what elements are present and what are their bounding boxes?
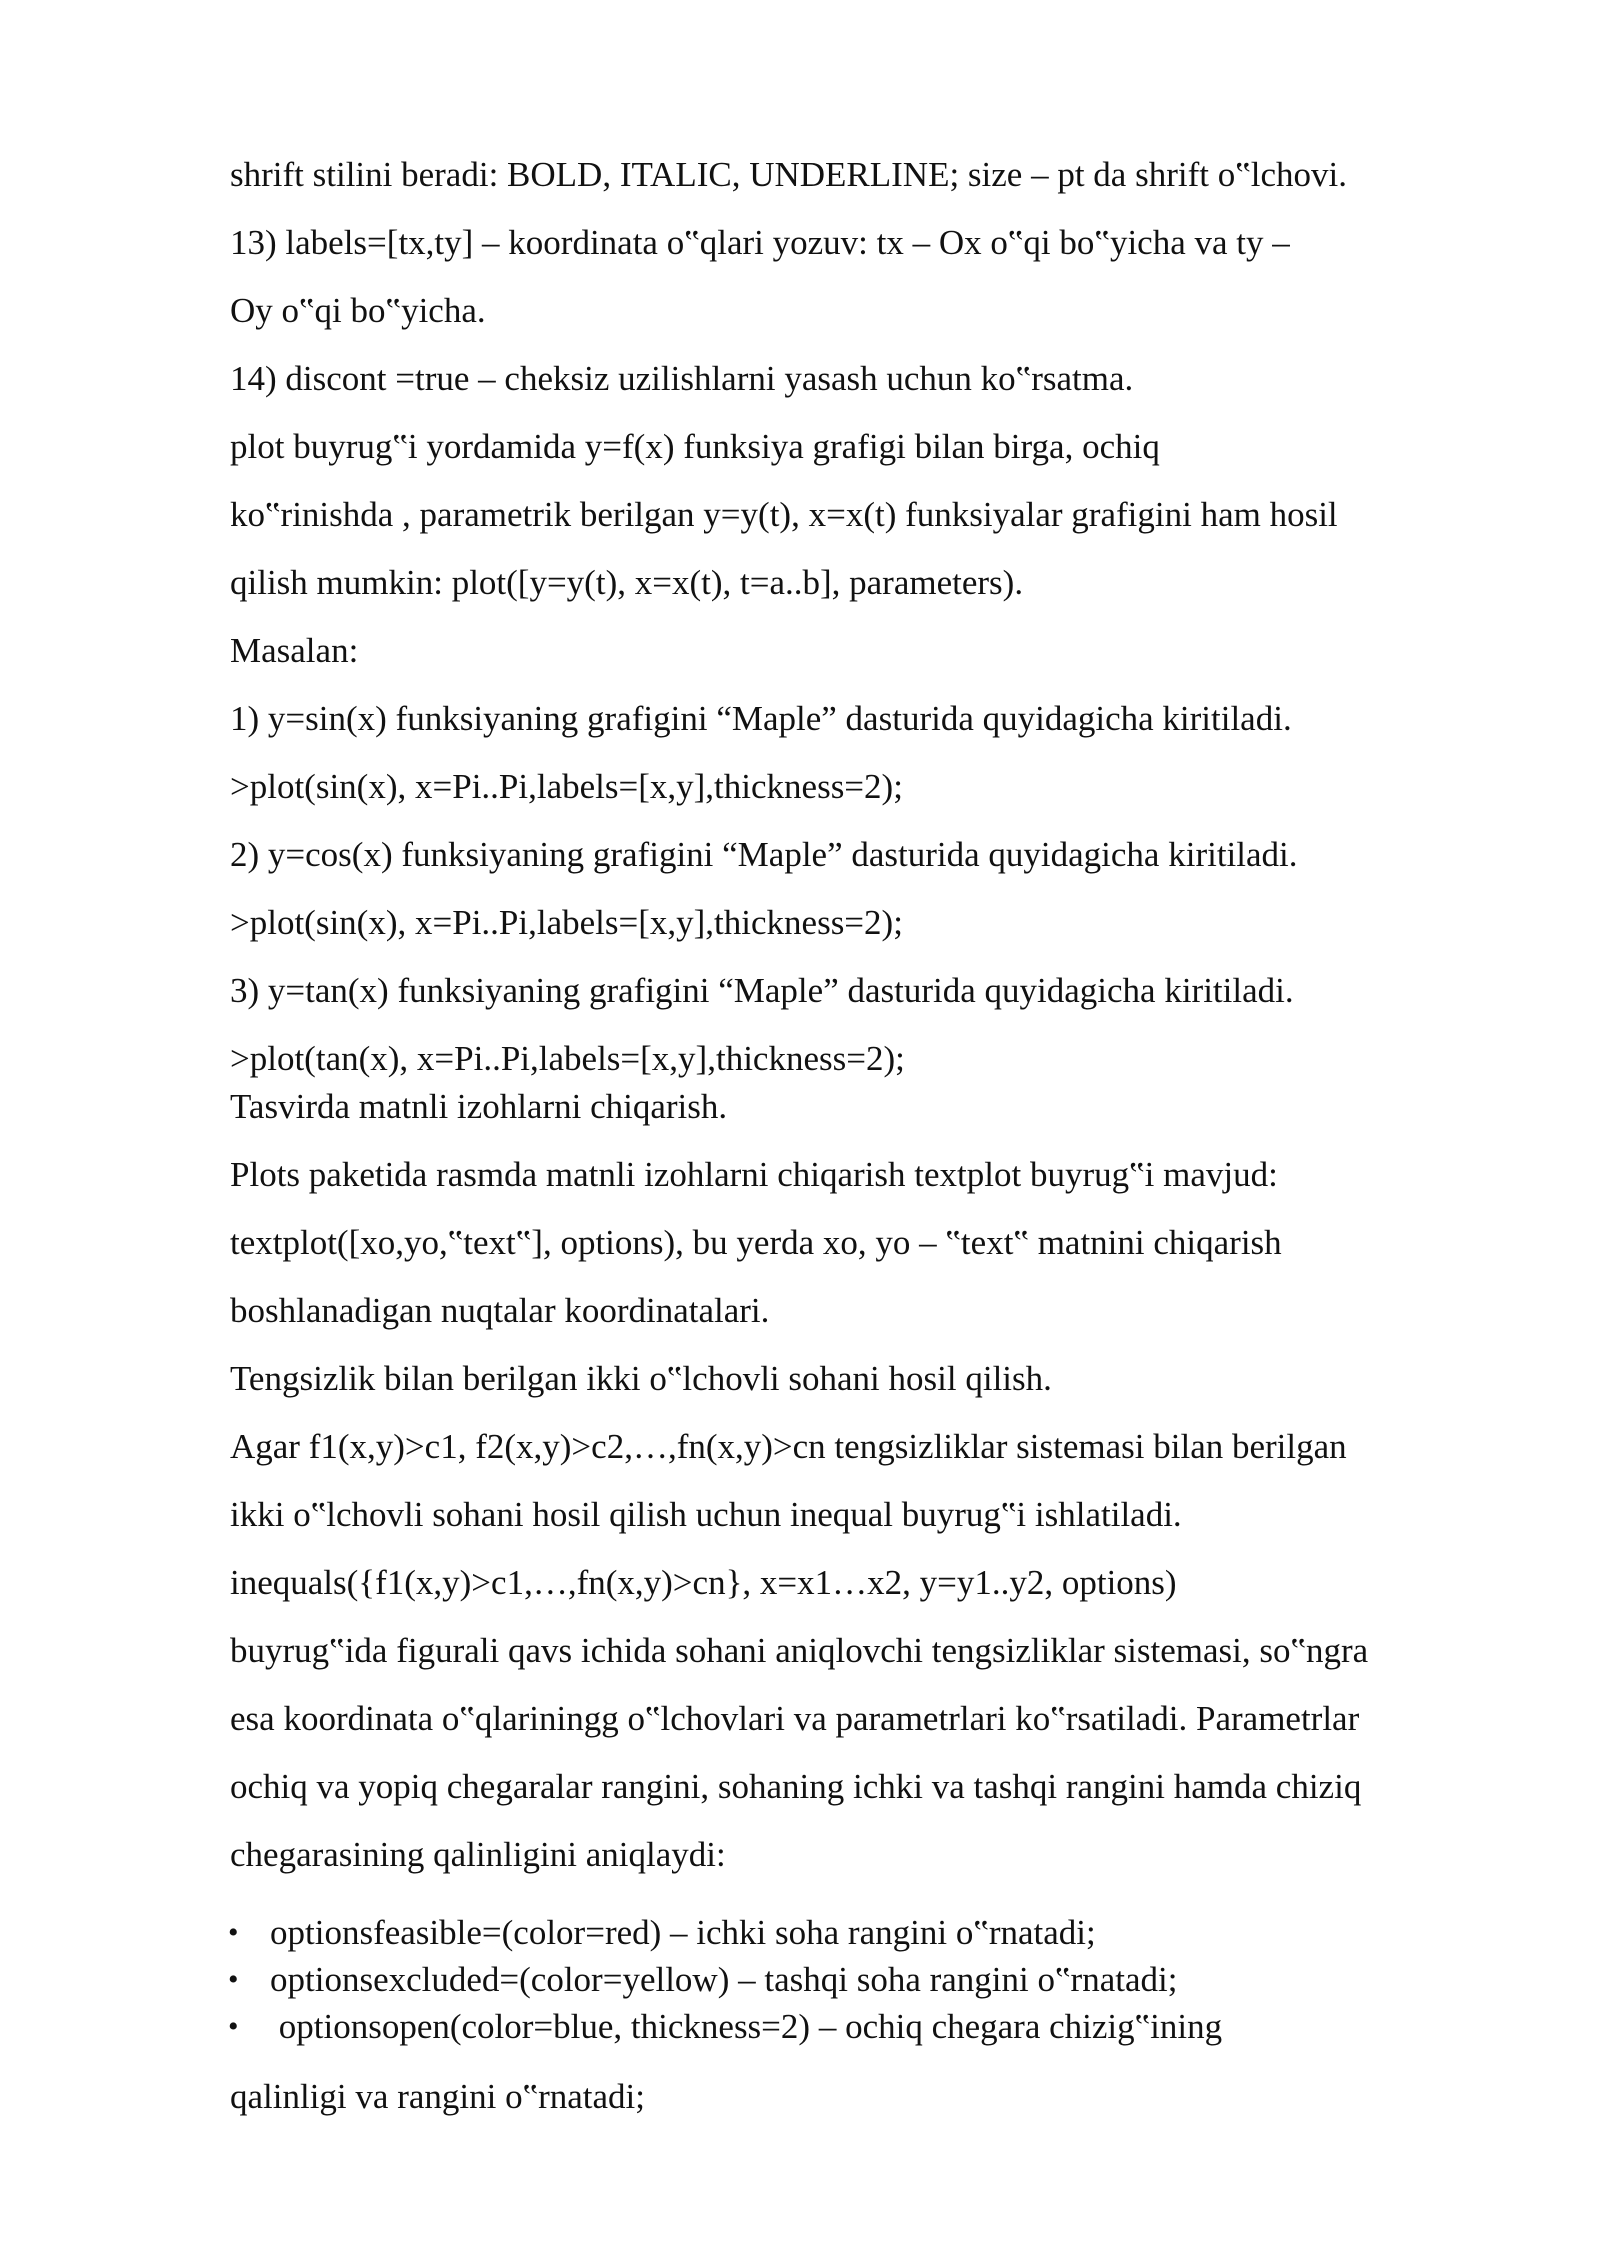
bullet-item (228, 1960, 1178, 2000)
text-line: ikki o‟lchovli sohani hosil qilish uchun inequal buyrug‟i ishlatiladi. (230, 1495, 1182, 1534)
text-line: Oy o‟qi bo‟yicha. (230, 291, 486, 330)
text-line: shrift stilini beradi: BOLD, ITALIC, UNDERLINE; size – pt da shrift o‟lchovi. (230, 155, 1347, 194)
bullet-item (228, 1913, 1096, 1953)
text-line: ochiq va yopiq chegaralar rangini, sohaning ichki va tashqi rangini hamda chiziq (230, 1767, 1362, 1806)
text-line: ko‟rinishda , parametrik berilgan y=y(t), x=x(t) funksiyalar grafigini ham hosil (230, 495, 1338, 534)
bullet-text: optionsopen(color=blue, thickness=2) – ochiq chegara chizig‟ining (270, 2007, 1223, 2046)
bullet-text: optionsfeasible=(color=red) – ichki soha rangini o‟rnatadi; (270, 1913, 1096, 1952)
text-line: esa koordinata o‟qlariningg o‟lchovlari va parametrlari ko‟rsatiladi. Parametrlar (230, 1699, 1360, 1738)
code-line: >plot(tan(x), x=Pi..Pi,labels=[x,y],thickness=2); (230, 1039, 905, 1078)
text-line: textplot([xo,yo,‟text‟], options), bu yerda xo, yo – ‟text‟ matnini chiqarish (230, 1223, 1282, 1262)
text-line: plot buyrug‟i yordamida y=f(x) funksiya grafigi bilan birga, ochiq (230, 427, 1160, 466)
text-line: qalinligi va rangini o‟rnatadi; (230, 2077, 646, 2116)
text-line: Plots paketida rasmda matnli izohlarni chiqarish textplot buyrug‟i mavjud: (230, 1155, 1278, 1194)
text-line: 1) y=sin(x) funksiyaning grafigini “Maple” dasturida quyidagicha kiritiladi. (230, 699, 1292, 738)
code-line: >plot(sin(x), x=Pi..Pi,labels=[x,y],thickness=2); (230, 767, 903, 806)
code-line: inequals({f1(x,y)>c1,…,fn(x,y)>cn}, x=x1…x2, y=y1..y2, options) (230, 1563, 1177, 1602)
section-heading: Tengsizlik bilan berilgan ikki o‟lchovli sohani hosil qilish. (230, 1359, 1052, 1398)
text-line: 2) y=cos(x) funksiyaning grafigini “Maple” dasturida quyidagicha kiritiladi. (230, 835, 1298, 874)
text-line: Agar f1(x,y)>c1, f2(x,y)>c2,…,fn(x,y)>cn tengsizliklar sistemasi bilan berilgan (230, 1427, 1347, 1466)
bullet-item (228, 2007, 1223, 2047)
text-line: boshlanadigan nuqtalar koordinatalari. (230, 1291, 770, 1330)
text-line: buyrug‟ida figurali qavs ichida sohani aniqlovchi tengsizliklar sistemasi, so‟ngra (230, 1631, 1369, 1670)
bullet-text: optionsexcluded=(color=yellow) – tashqi soha rangini o‟rnatadi; (270, 1960, 1178, 1999)
text-line: qilish mumkin: plot([y=y(t), x=x(t), t=a..b], parameters). (230, 563, 1024, 602)
text-line: 13) labels=[tx,ty] – koordinata o‟qlari yozuv: tx – Ox o‟qi bo‟yicha va ty – (230, 223, 1290, 262)
code-line: >plot(sin(x), x=Pi..Pi,labels=[x,y],thickness=2); (230, 903, 903, 942)
section-heading: Tasvirda matnli izohlarni chiqarish. (230, 1087, 728, 1126)
bullet-icon: • (228, 1963, 239, 1996)
text-line: 14) discont =true – cheksiz uzilishlarni yasash uchun ko‟rsatma. (230, 359, 1134, 398)
text-line: Masalan: (230, 631, 359, 670)
bullet-icon: • (228, 1916, 239, 1949)
text-line: 3) y=tan(x) funksiyaning grafigini “Maple” dasturida quyidagicha kiritiladi. (230, 971, 1294, 1010)
bullet-icon: • (228, 2010, 239, 2043)
text-line: chegarasining qalinligini aniqlaydi: (230, 1835, 726, 1874)
